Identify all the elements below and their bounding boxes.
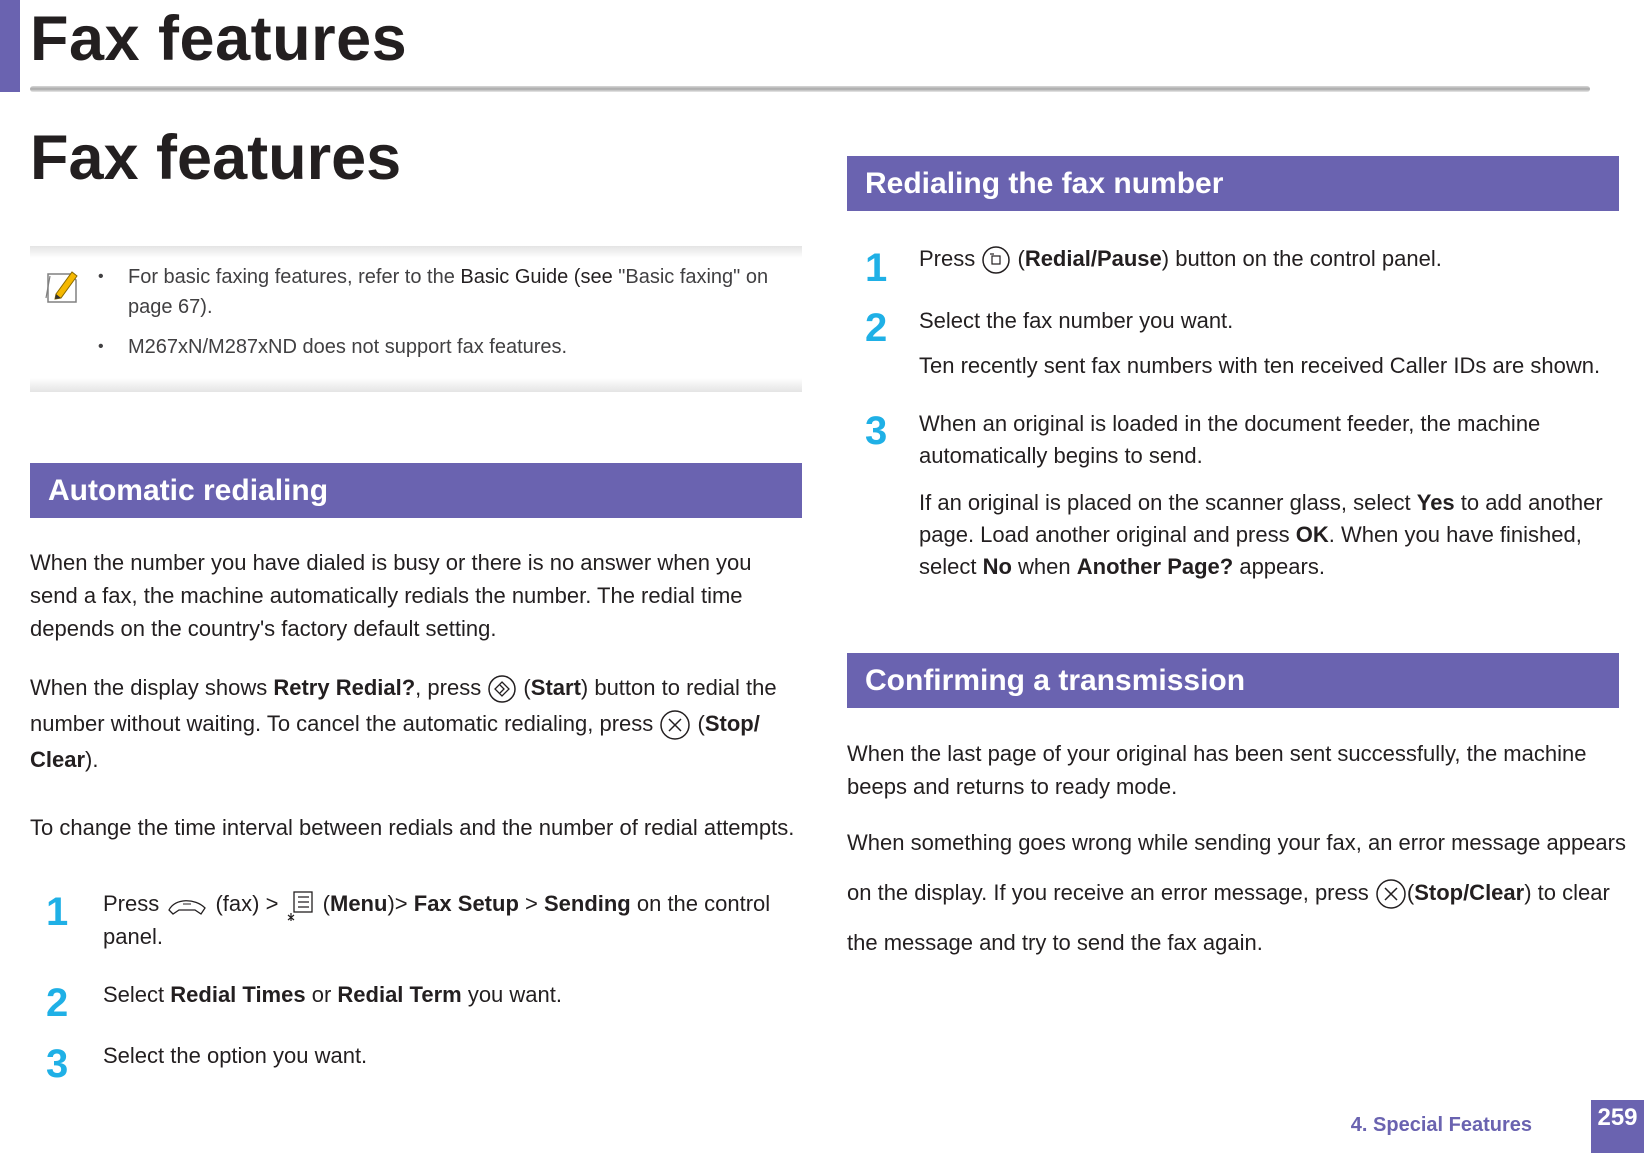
step-text: Select Redial Times or Redial Term you want. xyxy=(103,982,562,1007)
note-item: • For basic faxing features, refer to the Basic Guide (see "Basic faxing" on page 67). xyxy=(90,262,790,322)
page-number: 259 xyxy=(1591,1100,1644,1153)
stop-clear-icon xyxy=(659,709,691,741)
step-text: Select the option you want. xyxy=(103,1043,368,1068)
start-icon xyxy=(487,674,517,704)
step-subtext: If an original is placed on the scanner glass, select Yes to add another page. Load another original and press OK. When you have finished, select No when Another Page? appears. xyxy=(919,490,1603,579)
step-subtext: Ten recently sent fax numbers with ten received Caller IDs are shown. xyxy=(919,353,1601,378)
step-text: Press (Redial/Pause) button on the control panel. xyxy=(919,242,1619,275)
section-heading-automatic-redialing: Automatic redialing xyxy=(30,463,802,518)
redial-pause-icon xyxy=(981,245,1011,275)
step-number: 3 xyxy=(46,1042,69,1086)
paragraph: When the last page of your original has been sent successfully, the machine beeps and returns to ready mode. xyxy=(847,741,1587,799)
paragraph: When the number you have dialed is busy or there is no answer when you send a fax, the machine automatically redials the number. The redial time depends on the country's factory default setting. xyxy=(30,550,752,641)
chapter-label: 4. Special Features xyxy=(1350,1114,1532,1136)
step-number: 1 xyxy=(46,890,69,934)
note-item: • M267xN/M287xND does not support fax features. xyxy=(90,332,790,362)
section-heading-redialing-fax-number: Redialing the fax number xyxy=(847,156,1619,211)
stop-clear-icon xyxy=(1375,878,1407,910)
basic-guide-link[interactable]: Basic Guide (see xyxy=(460,266,619,288)
section-heading-confirming-transmission: Confirming a transmission xyxy=(847,653,1619,708)
header-accent-bar xyxy=(0,0,20,92)
step-text: When an original is loaded in the document feeder, the machine automatically begins to send. xyxy=(919,411,1541,468)
note-list xyxy=(90,262,790,372)
fax-icon xyxy=(165,890,209,920)
paragraph: To change the time interval between redials and the number of redial attempts. xyxy=(30,815,795,840)
note-pencil-icon xyxy=(44,268,80,306)
menu-icon xyxy=(285,889,317,921)
header-divider xyxy=(30,86,1590,92)
paragraph: When the display shows Retry Redial?, press (Start) button to redial the number without waiting. To cancel the automatic redialing, press (Stop/ Clear). xyxy=(30,675,777,772)
step-text: Press (fax) > (Menu)> Fax Setup > Sending on the control panel. xyxy=(103,891,771,950)
note-box xyxy=(30,246,802,392)
step-number: 2 xyxy=(865,306,888,350)
header-title: Fax features xyxy=(30,4,408,74)
page-title: Fax features xyxy=(30,123,402,193)
paragraph: When something goes wrong while sending your fax, an error message appears on the display. If you receive an error message, press (Stop/Clear) to clear the message and try to send the fax again. xyxy=(847,830,1626,955)
step-number: 3 xyxy=(865,409,888,453)
step-number: 2 xyxy=(46,981,69,1025)
step-number: 1 xyxy=(865,246,888,290)
step-text: Select the fax number you want. xyxy=(919,308,1234,333)
